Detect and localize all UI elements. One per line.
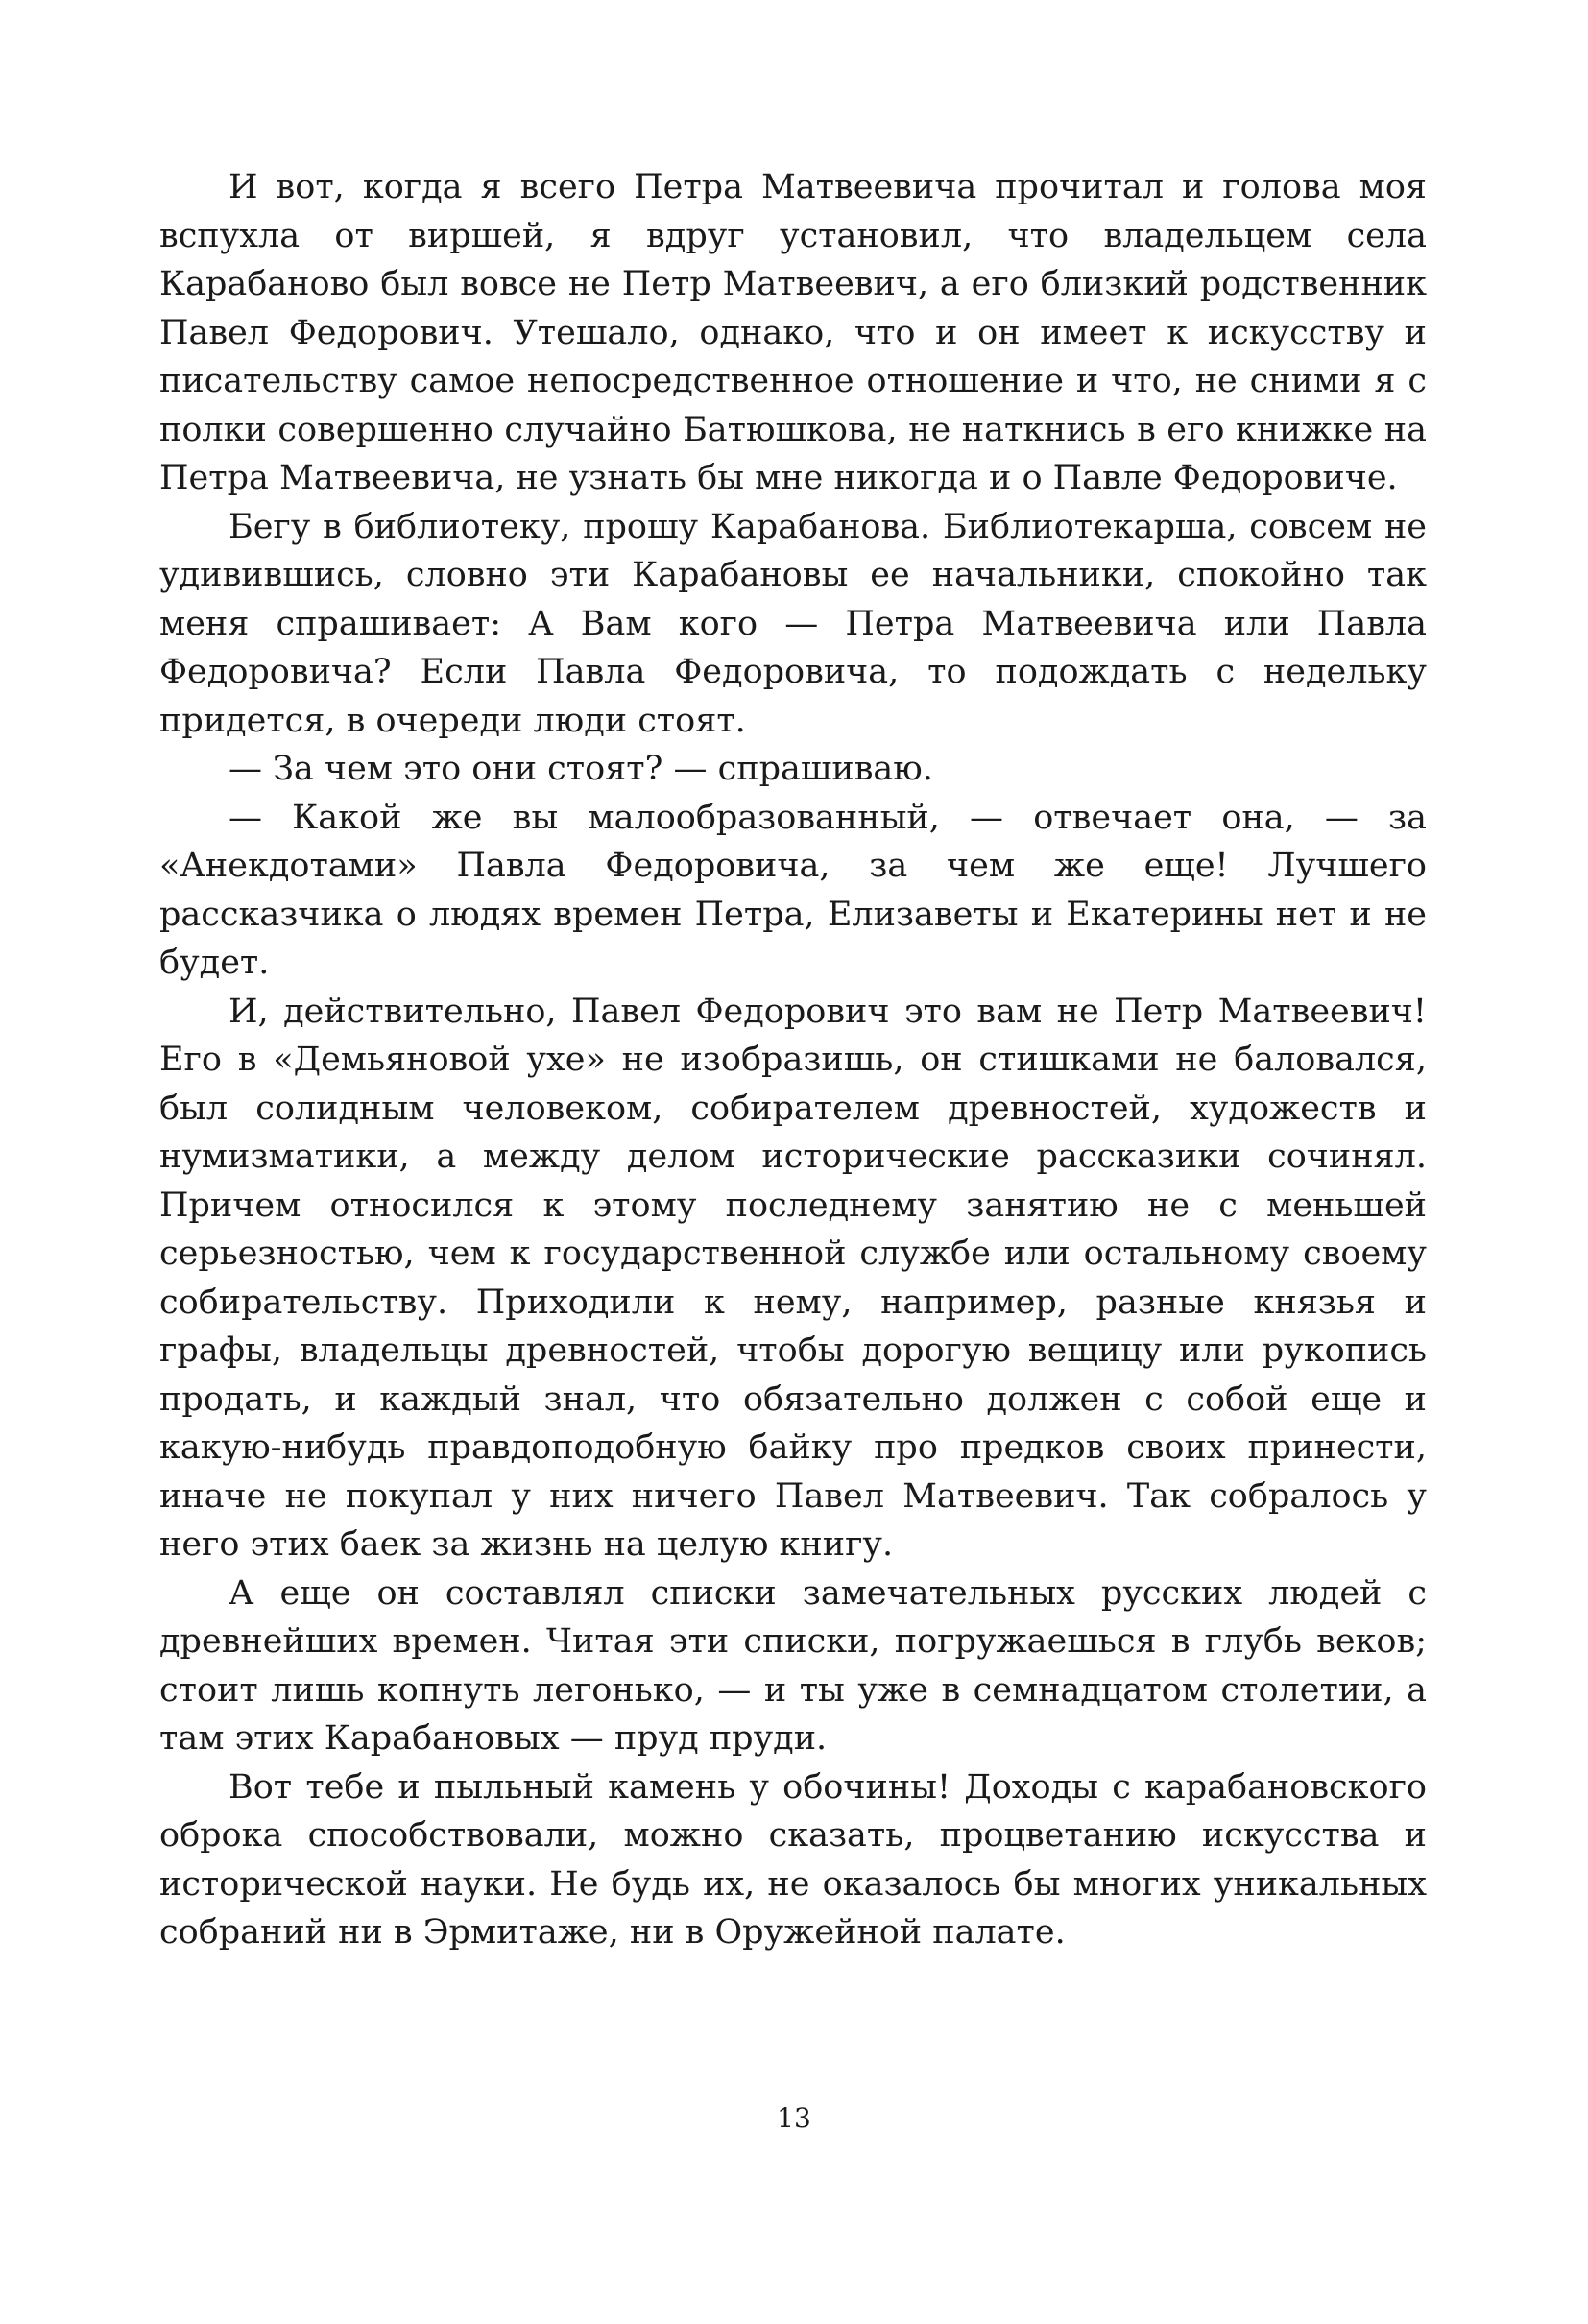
paragraph: — За чем это они стоят? — спрашиваю. <box>229 750 933 788</box>
paragraph: Вот тебе и пыльный камень у обочины! Доходы с карабановского оброка способствовали, можно сказать, процветанию искусства и исторической науки. Не будь их, не оказалось бы многих уникальных собраний ни в Эрмитаже, ни в Оружейной палате. <box>159 1767 1427 1952</box>
page-number: 13 <box>777 2102 811 2134</box>
paragraph: — Какой же вы малообразованный, — отвечает она, — за «Анекдотами» Павла Федоровича, за чем же еще! Лучшего рассказчика о людях времен Петра, Елизаветы и Екатерины нет и не будет. <box>159 798 1427 982</box>
paragraph: И вот, когда я всего Петра Матвеевича прочитал и голова моя вспухла от виршей, я вдруг установил, что владельцем села Карабаново был вовсе не Петр Матвеевич, а его близкий родственник Павел Федорович. Утешало, однако, что и он имеет к искусству и писательству самое непосредственное отношение и что, не сними я с полки совершенно случайно Батюшкова, не наткнись в его книжке на Петра Матвеевича, не узнать бы мне никогда и о Павле Федоровиче. <box>159 168 1427 497</box>
body-text <box>159 163 1427 1957</box>
paragraph: А еще он составлял списки замечательных русских людей с древнейших времен. Читая эти списки, погружаешься в глубь веков; стоит лишь копнуть легонько, — и ты уже в семнадцатом столетии, а там этих Карабановых — пруд пруди. <box>159 1573 1427 1758</box>
paragraph: И, действительно, Павел Федорович это вам не Петр Матвеевич! Его в «Демьяновой ухе» не изобразишь, он стишками не баловался, был солидным человеком, собирателем древностей, художеств и нумизматики, а между делом исторические рассказики сочинял. Причем относился к этому последнему занятию не с меньшей серьезностью, чем к государственной службе или остальному своему собирательству. Приходили к нему, например, разные князья и графы, владельцы древностей, чтобы дорогую вещицу или рукопись продать, и каждый знал, что обязательно должен с собой еще и какую-нибудь правдоподобную байку про предков своих принести, иначе не покупал у них ничего Павел Матвеевич. Так собралось у него этих баек за жизнь на целую книгу. <box>159 992 1427 1564</box>
paragraph: Бегу в библиотеку, прошу Карабанова. Библиотекарша, совсем не удивившись, словно эти Карабановы ее начальники, спокойно так меня спрашивает: А Вам кого — Петра Матвеевича или Павла Федоровича? Если Павла Федоровича, то подождать с недельку придется, в очереди люди стоят. <box>159 507 1427 740</box>
